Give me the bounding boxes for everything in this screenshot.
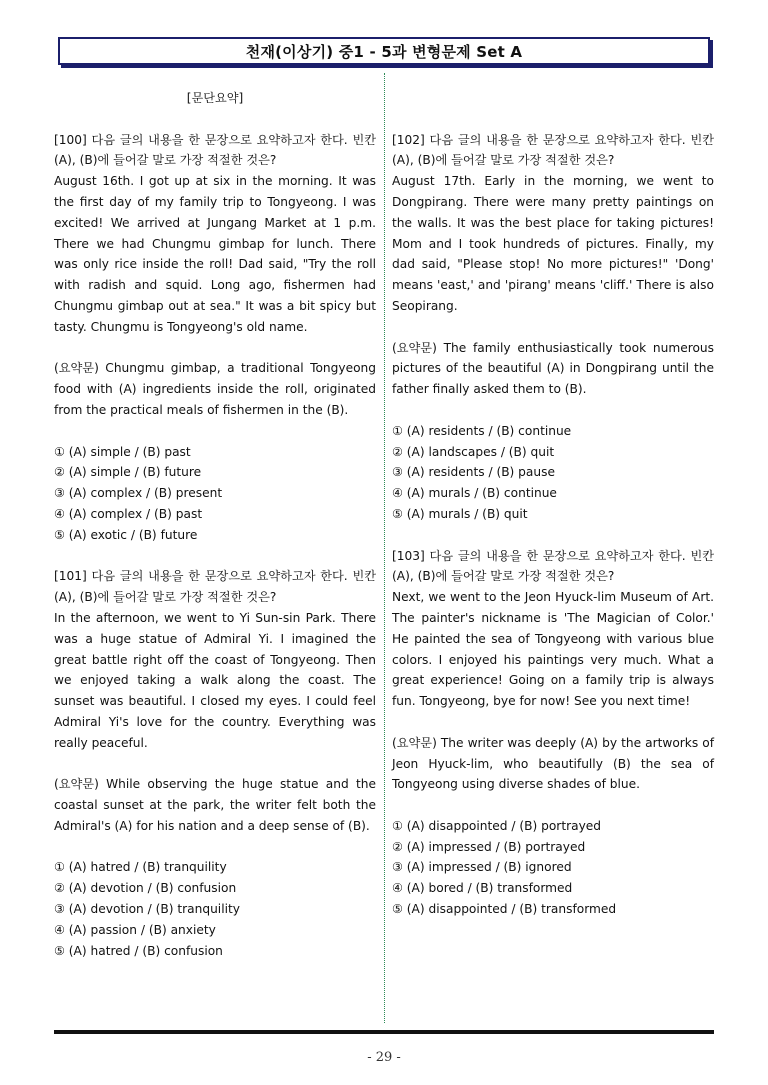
prompt-text: 다음 글의 내용을 한 문장으로 요약하고자 한다. 빈칸 (A), (B)에 들어갈 말로 가장 적절한 것은? [392,548,714,584]
answer-option[interactable]: ② (A) simple / (B) future [54,465,202,480]
answer-option[interactable]: ④ (A) passion / (B) anxiety [54,922,216,937]
question-prompt [54,130,376,172]
answer-option[interactable]: ③ (A) impressed / (B) ignored [392,860,572,875]
prompt-text: 다음 글의 내용을 한 문장으로 요약하고자 한다. 빈칸 (A), (B)에 들어갈 말로 가장 적절한 것은? [54,132,376,168]
summary: (요약문) While observing the huge statue and the coastal sunset at the park, the writer felt both the Admiral's (A) for his nation and a deep sense of (B). [54,777,376,833]
question-number: [103] [392,548,425,563]
answer-option[interactable]: ② (A) landscapes / (B) quit [392,444,555,459]
answer-option[interactable]: ① (A) disappointed / (B) portrayed [392,818,602,833]
answer-option[interactable]: ④ (A) murals / (B) continue [392,486,557,501]
answer-option[interactable]: ③ (A) complex / (B) present [54,486,223,501]
answer-option[interactable]: ① (A) simple / (B) past [54,444,191,459]
prompt-text: 다음 글의 내용을 한 문장으로 요약하고자 한다. 빈칸 (A), (B)에 들어갈 말로 가장 적절한 것은? [54,569,376,605]
column-divider [384,73,385,1023]
footer-rule [54,1030,714,1034]
page-title-box [58,37,710,65]
passage: In the afternoon, we went to Yi Sun-sin Park. There was a huge statue of Admiral Yi. I imagined the great battle right off the coast of Tongyeong. Then we enjoyed taking a walk along the coast. The sunset was beautiful. I closed my eyes. I could feel Admiral Yi's love for the country. Everything was really peaceful. [54,610,376,750]
summary: (요약문) The writer was deeply (A) by the artworks of Jeon Hyuck-lim, who beautifully (B) the sea of Tongyeong using diverse shades of blue. [392,735,714,792]
answer-option[interactable]: ③ (A) residents / (B) pause [392,465,555,480]
question-number: [101] [54,569,87,584]
left-column [54,88,376,961]
passage: Next, we went to the Jeon Hyuck-lim Museum of Art. The painter's nickname is 'The Magician of Color.' He painted the sea of Tongyeong with various blue colors. I enjoyed his paintings very much. What a great experience! Going on a family trip is always fun. Tongyeong, bye for now! See you next time! [392,590,714,709]
answer-option[interactable]: ⑤ (A) hatred / (B) confusion [54,943,223,958]
page-number: - 29 - [367,1050,401,1065]
answer-option[interactable]: ① (A) residents / (B) continue [392,423,572,438]
right-column [392,88,714,920]
question-101 [54,566,376,961]
question-prompt [392,130,714,172]
question-number: [102] [392,132,425,147]
answer-option[interactable]: ① (A) hatred / (B) tranquility [54,860,227,875]
question-prompt [54,566,376,608]
answer-option[interactable]: ④ (A) complex / (B) past [54,506,203,521]
section-heading: [문단요약] [186,91,244,105]
answer-option[interactable]: ③ (A) devotion / (B) tranquility [54,902,240,917]
question-100 [54,130,376,546]
answer-option[interactable]: ⑤ (A) exotic / (B) future [54,527,198,542]
question-number: [100] [54,132,87,147]
answer-option[interactable]: ⑤ (A) murals / (B) quit [392,506,528,521]
question-103 [392,546,714,920]
passage: August 16th. I got up at six in the morning. It was the first day of my family trip to Tongyeong. I was excited! We arrived at Jungang Market at 1 p.m. There we had Chungmu gimbap for lunch. There was only rice inside the roll! Dad said, "Try the roll with radish and squid. Long ago, fishermen had Chungmu gimbap out at sea." It was a bit spicy but tasty. Chungmu is Tongyeong's old name. [54,174,376,334]
answer-option[interactable]: ② (A) impressed / (B) portrayed [392,839,586,854]
question-prompt [392,546,714,588]
answer-option[interactable]: ② (A) devotion / (B) confusion [54,881,237,896]
prompt-text: 다음 글의 내용을 한 문장으로 요약하고자 한다. 빈칸 (A), (B)에 들어갈 말로 가장 적절한 것은? [392,132,714,168]
answer-option[interactable]: ④ (A) bored / (B) transformed [392,881,573,896]
summary: (요약문) Chungmu gimbap, a traditional Tongyeong food with (A) ingredients inside the roll, originated from the practical meals of fishermen in the (B). [54,361,376,417]
passage: August 17th. Early in the morning, we went to Dongpirang. There were many pretty paintings on the walls. It was the best place for taking pictures! Mom and I took hundreds of pictures. Finally, my dad said, "Please stop! No more pictures!" 'Dong' means 'east,' and 'pirang' means 'cliff.' There is also Seopirang. [392,174,714,313]
summary: (요약문) The family enthusiastically took numerous pictures of the beautiful (A) in Dongpirang until the father finally asked them to (B). [392,340,714,397]
page-title: 천재(이상기) 중1 - 5과 변형문제 Set A [245,42,523,61]
answer-option[interactable]: ⑤ (A) disappointed / (B) transformed [392,902,617,917]
question-102 [392,130,714,525]
